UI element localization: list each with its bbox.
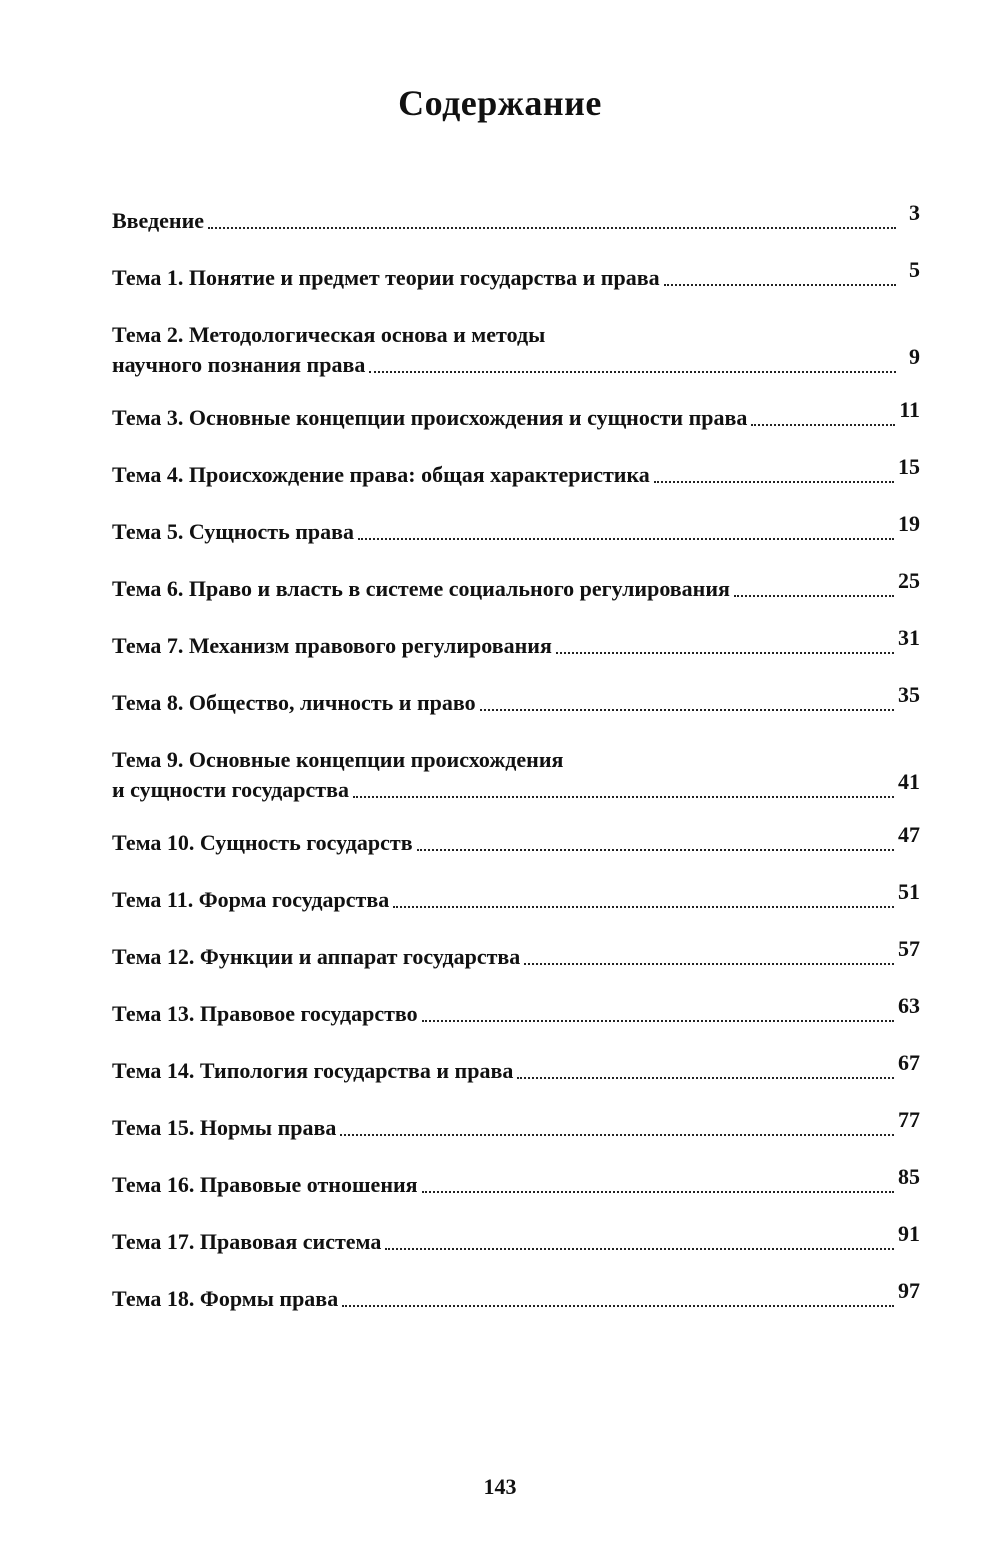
dot-leader bbox=[422, 1191, 894, 1193]
toc-entry-title: научного познания права bbox=[112, 352, 366, 377]
toc-entry-page: 63 bbox=[898, 993, 920, 1018]
toc-entry bbox=[112, 1164, 920, 1200]
toc-entry bbox=[112, 1050, 920, 1086]
toc-entry-title: Тема 6. Право и власть в системе социального регулирования bbox=[112, 576, 730, 601]
toc-entry bbox=[112, 257, 920, 293]
toc-entry bbox=[112, 745, 920, 805]
dot-leader bbox=[517, 1077, 894, 1079]
dot-leader bbox=[358, 538, 894, 540]
toc-entry-page: 5 bbox=[909, 257, 920, 282]
toc-entry bbox=[112, 682, 920, 718]
page-title: Содержание bbox=[398, 83, 602, 123]
toc-entry-title: Тема 13. Правовое государство bbox=[112, 1001, 418, 1026]
toc-entry-page: 97 bbox=[898, 1278, 920, 1303]
dot-leader bbox=[664, 284, 896, 286]
toc-entry bbox=[112, 397, 920, 433]
toc-entry-title: Тема 10. Сущность государств bbox=[112, 830, 413, 855]
toc-entry-title: Тема 16. Правовые отношения bbox=[112, 1172, 418, 1197]
toc-entry-page: 47 bbox=[898, 822, 920, 847]
page-number: 143 bbox=[483, 1474, 517, 1499]
toc-entry-page: 19 bbox=[898, 511, 920, 536]
toc-entry bbox=[112, 200, 920, 236]
toc-entry bbox=[112, 936, 920, 972]
toc-entry-title: Тема 12. Функции и аппарат государства bbox=[112, 944, 521, 969]
toc-entry-page: 25 bbox=[898, 568, 920, 593]
toc-entry-page: 11 bbox=[899, 397, 920, 422]
toc-entry-title: Тема 17. Правовая система bbox=[112, 1229, 382, 1254]
table-of-contents bbox=[112, 200, 920, 1341]
toc-entry bbox=[112, 511, 920, 547]
toc-entry bbox=[112, 1278, 920, 1314]
dot-leader bbox=[342, 1305, 894, 1307]
toc-entry-page: 91 bbox=[898, 1221, 920, 1246]
toc-entry-page: 9 bbox=[909, 344, 920, 369]
toc-entry bbox=[112, 454, 920, 490]
toc-entry bbox=[112, 625, 920, 661]
toc-entry bbox=[112, 822, 920, 858]
toc-entry-page: 31 bbox=[898, 625, 920, 650]
toc-entry bbox=[112, 1221, 920, 1257]
toc-entry-title: Тема 7. Механизм правового регулирования bbox=[112, 633, 552, 658]
dot-leader bbox=[208, 227, 896, 229]
toc-entry bbox=[112, 879, 920, 915]
dot-leader bbox=[751, 424, 895, 426]
toc-entry-page: 57 bbox=[898, 936, 920, 961]
toc-entry-title: Тема 15. Нормы права bbox=[112, 1115, 337, 1140]
toc-entry bbox=[112, 993, 920, 1029]
toc-entry bbox=[112, 1107, 920, 1143]
toc-entry-page: 77 bbox=[898, 1107, 920, 1132]
toc-entry-title: Тема 5. Сущность права bbox=[112, 519, 355, 544]
dot-leader bbox=[340, 1134, 894, 1136]
toc-entry-page: 41 bbox=[898, 769, 920, 794]
dot-leader bbox=[480, 709, 894, 711]
toc-entry-title: Тема 18. Формы права bbox=[112, 1286, 339, 1311]
toc-entry-page: 51 bbox=[898, 879, 920, 904]
dot-leader bbox=[654, 481, 894, 483]
toc-entry-title: Введение bbox=[112, 208, 205, 233]
toc-entry-page: 15 bbox=[898, 454, 920, 479]
dot-leader bbox=[393, 906, 894, 908]
dot-leader bbox=[417, 849, 894, 851]
dot-leader bbox=[422, 1020, 894, 1022]
toc-entry-title-line1: Тема 2. Методологическая основа и методы bbox=[112, 322, 546, 347]
toc-entry-page: 85 bbox=[898, 1164, 920, 1189]
toc-entry-page: 3 bbox=[909, 200, 920, 225]
dot-leader bbox=[369, 371, 896, 373]
toc-entry bbox=[112, 320, 920, 380]
toc-entry-title: Тема 4. Происхождение права: общая характеристика bbox=[112, 462, 650, 487]
toc-entry-page: 35 bbox=[898, 682, 920, 707]
toc-entry-title-line1: Тема 9. Основные концепции происхождения bbox=[112, 747, 564, 772]
dot-leader bbox=[556, 652, 894, 654]
dot-leader bbox=[524, 963, 894, 965]
dot-leader bbox=[385, 1248, 894, 1250]
dot-leader bbox=[353, 796, 894, 798]
toc-entry-title: Тема 3. Основные концепции происхождения и сущности права bbox=[112, 405, 748, 430]
toc-entry-page: 67 bbox=[898, 1050, 920, 1075]
toc-entry bbox=[112, 568, 920, 604]
toc-entry-title: и сущности государства bbox=[112, 777, 349, 802]
toc-entry-title: Тема 11. Форма государства bbox=[112, 887, 390, 912]
toc-entry-title: Тема 8. Общество, личность и право bbox=[112, 690, 476, 715]
toc-entry-title: Тема 1. Понятие и предмет теории государства и права bbox=[112, 265, 660, 290]
dot-leader bbox=[734, 595, 894, 597]
toc-entry-title: Тема 14. Типология государства и права bbox=[112, 1058, 514, 1083]
